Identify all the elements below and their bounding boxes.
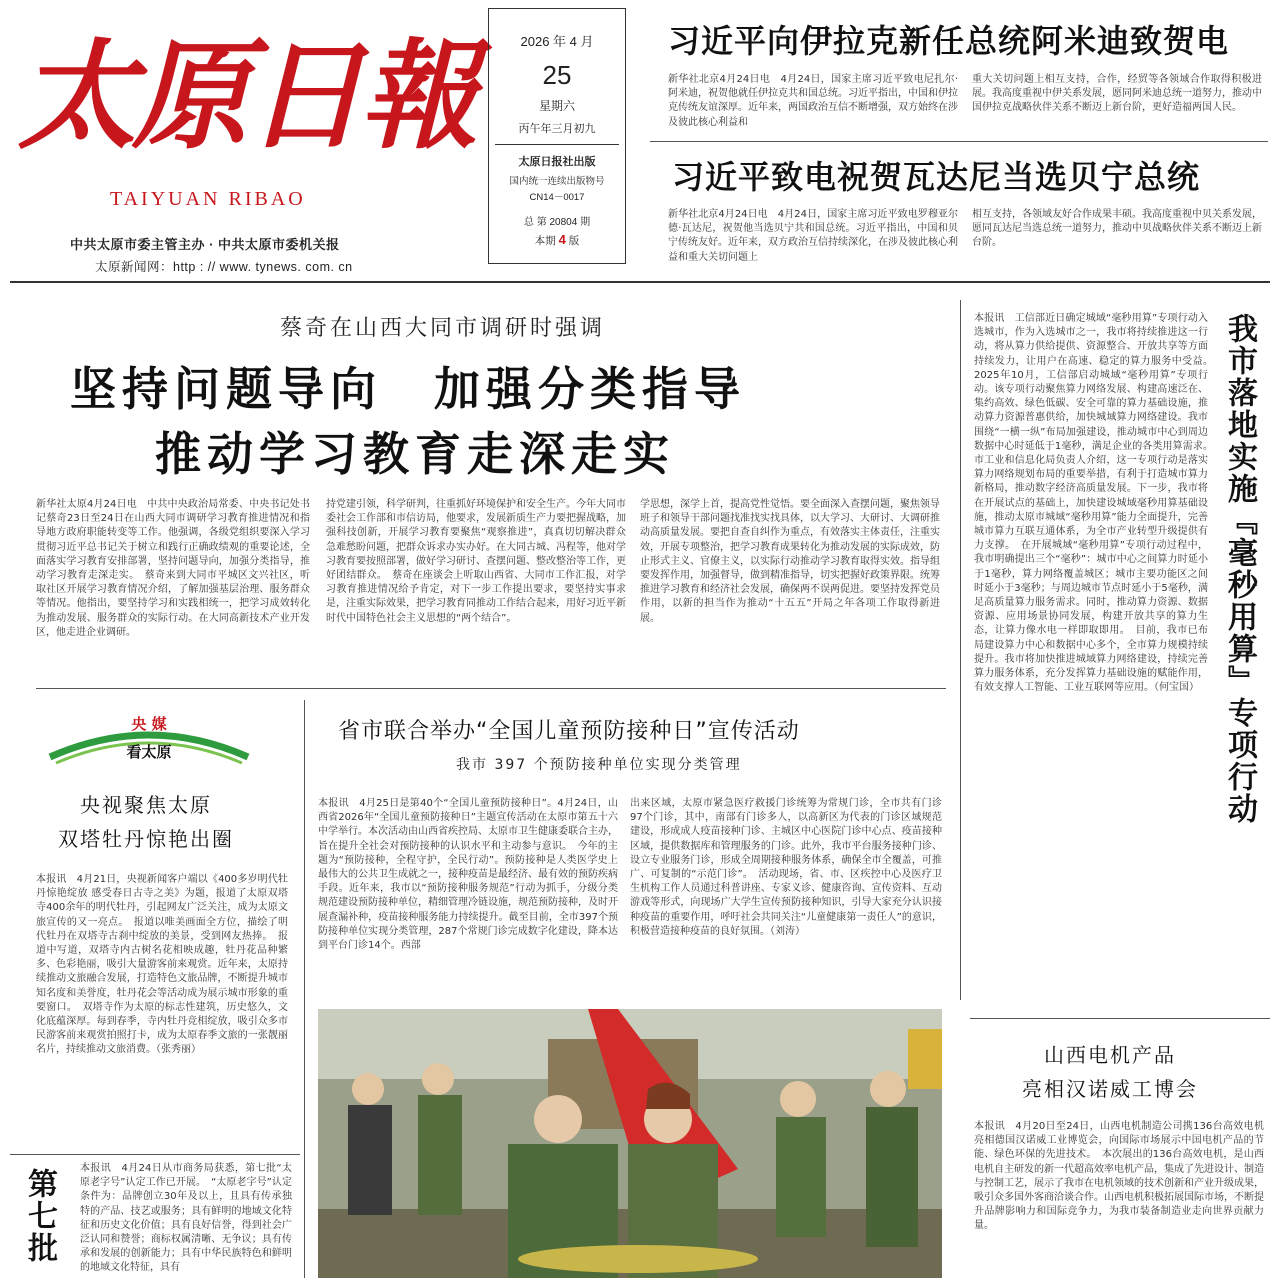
lead-col3: 学思想，深学上首，提高党性觉悟。要全面深入查摆问题，聚焦领导班子和领导干部问题找准找实找具体，以大学习、大研讨、大调研推动高质量发展。要把自查自纠作为重点，有效落实主体责任，注重实效，开展专项整治，把学习教育成果转化为推动发展的实际成效，防止形式主义、官僚主义，以实际行动推动学习教育取得实效。指导组要发挥作用，加强督导，做到精准指导，切实把握好政策界限。统筹推进学习教育和经济社会发展，确保两不误两促进。要坚持发挥党员作用，以新的担当作为推动“十五五”开局之年各项工作取得新进展。: [640, 499, 940, 624]
divider: [36, 688, 946, 689]
vaccine-subhead: 我市 397 个预防接种单位实现分类管理: [456, 757, 742, 773]
masthead-romanized: TAIYUAN RIBAO: [110, 188, 306, 210]
left-story-text: 本报讯 4月21日，央视新闻客户端以《400多岁明代牡丹惊艳绽放 感受春日古寺之美》为题，报道了太原双塔寺400余年的明代牡丹，引起网友广泛关注，成为太原文旅宣传的又一亮点。 报道以唯美画面全方位，描绘了明代牡丹在双塔寺古刹中绽放的美景，受到网友热捧。 报道中写道，双塔寺内古树名花相映成趣，牡丹花品种繁多、色彩艳丽，吸引大量游客前来观赏。近年来，太原持续推动文旅融合发展，打造特色文旅品牌，不断提升城市知名度和美誉度，牡丹花会等活动成为展示城市形象的重要窗口。 双塔寺作为太原的标志性建筑，历史悠久，文化底蕴深厚。每到春季，寺内牡丹竞相绽放，吸引众多市民游客前来观赏拍照打卡，成为太原春季文旅的一张靓丽名片，持续推动文旅消费。（张秀丽）: [36, 874, 288, 1056]
page-count: [489, 232, 625, 248]
top-story1-headline[interactable]: 习近平向伊拉克新任总统阿米迪致贺电: [668, 22, 1230, 60]
page-count-suffix: 版: [568, 235, 580, 247]
top-story1-col1: 新华社北京4月24日电 4月24日，国家主席习近平致电尼扎尔·阿米迪，祝贺他就任伊拉克共和国总统。习近平指出，中国和伊拉克传统友谊深厚。近年来，两国政治互信不断增强，双方始终在涉及彼此核心利益和: [668, 74, 958, 128]
bottom-left-text: 本报讯 4月24日从市商务局获悉，第七批“太原老字号”认定工作已开展。 “太原老字号”认定条件为：品牌创立30年及以上，且具有传承独特的产品、技艺或服务；具有鲜明的地域文化特征和历史文化价值；具有良好信誉，得到社会广泛认同和赞誉；商标权属清晰、无争议；具有传承和发展的创新能力；具有中华民族特色和鲜明的地域文化特征，具有: [80, 1163, 292, 1274]
publisher: 太原日报社出版: [518, 156, 596, 168]
divider: [650, 141, 1268, 142]
vaccine-col1: 本报讯 4月25日是第40个“全国儿童预防接种日”。4月24日，山西省2026年“全国儿童预防接种日”主题宣传活动在太原市第五十六中学举行。本次活动由山西省疾控局、太原市卫生健康委联合主办，旨在提升全社会对预防接种的认识水平和主动参与意识。 今年的主题为“预防接种，全程守护，全民行动”。预防接种是人类医学史上最伟大的公共卫生成就之一，接种疫苗是最经济、最有效的预防疾病手段。近年来，我市以“预防接种服务规范”行动为抓手，分级分类规范建设预防接种单位，精细管理冷链设施，规范预防接种，及时开展查漏补种，疫苗接种服务能力持续提升。截至目前，全市397个预防接种单位实现分类管理，287个常规门诊完成数字化建设，降本达到平台门诊14个。西部: [318, 798, 618, 952]
column-divider: [960, 300, 961, 1000]
bottom-right-headline-2[interactable]: 亮相汉诺威工博会: [1022, 1077, 1198, 1101]
lead-headline-2[interactable]: 推动学习教育走深走实: [155, 427, 675, 481]
badge-bottom: 看太原: [126, 743, 172, 761]
lead-col2: 持党建引领，科学研判，往重抓好环境保护和安全生产。今年大同市委社会工作部和市信访局，他要求，发展新质生产力要把握战略，加强科技创新，开展学习教育要聚焦“观察推进”，真真切切解决群众急难愁盼问题，把群众诉求办实办好。在大同古城、冯程等，他对学习教育要按照部署，做好学习研讨、查摆问题、整改整治等工作，更好团结群众。 蔡奇在座谈会上听取山西省、大同市工作汇报，对学习教育推进情况给予肯定，对下一步工作提出要求，要坚持实事求是，注重实际效果，把学习教育同推动工作结合起来，用好习近平新时代中国特色社会主义思想的“两个结合”。: [326, 499, 626, 624]
page-count-prefix: 本期: [534, 235, 556, 247]
lunar-date: 丙午年三月初九: [518, 123, 596, 135]
divider: [10, 1154, 300, 1155]
masthead-sponsor: 中共太原市委主管主办 · 中共太原市委机关报: [70, 237, 340, 252]
badge-top: 央 媒: [131, 715, 167, 733]
column-divider: [304, 700, 305, 1278]
vaccine-col2: 出来区域，太原市紧急医疗救援门诊统筹为常规门诊，全市共有门诊97个门诊，其中，南部有门诊多人，以高新区为代表的门诊区域规范建设，形成成人疫苗接种门诊、主城区中心医院门诊中心点、疫苗接种区域，提供数据库和管理服务的门诊。此外，我市平台服务接种门诊、设立专业服务门诊，形成全周期接种服务体系，确保全市全覆盖，可推广、可复制的“示范门诊”。 活动现场，省、市、区疾控中心及医疗卫生机构工作人员通过科普讲座、专家义诊、健康咨询、宣传资料、互动游戏等形式，向现场广大学生宣传预防接种知识，引导大家充分认识接种疫苗的重要作用，呼吁社会共同关注“儿童健康第一责任人”的意识，积极营造接种疫苗的良好氛围。（刘涛）: [630, 798, 942, 937]
side-story-text: 本报讯 工信部近日确定城域“毫秒用算”专项行动入选城市，作为入选城市之一，我市将持续推进这一行动，将从算力供给提供、资源整合、开放共享等方面持续发力，让用户在高速、稳定的算力服务中受益。 2025年10月，工信部启动城域“毫秒用算”专项行动。该专项行动聚焦算力网络发展、构建高速泛在、集约高效、绿色低碳、安全可靠的算力基础设施，推动算力资源普惠供给，加快城域算力网络建设。我市围绕“一横一纵”布局加强建设，推动城市中心到周边数据中心时延低于1毫秒，满足企业的各类用算需求。 市工业和信息化局负责人介绍，这一专项行动是落实算力网络规划布局的重要举措，有利于打造城市算力新格局，推动数字经济高质量发展。下一步，我市将在开展试点的基础上，加快建设城域毫秒用算基础设施，推动太原市城域“毫秒用算”能力全面提升，完善城市算力互联互通体系，为全市产业转型升级提供有力支撑。 在开展城域“毫秒用算”专项行动过程中，我市明确提出三个“毫秒”：城市中心之间算力时延小于1毫秒，算力网络覆盖城区；城市主要功能区之间时延小于3毫秒；与周边城市节点时延小于5毫秒，满足高质量算力服务需求。同时，推动算力资源、数据资源、应用场景协同发展，构建开放共享的算力生态，让算力像水电一样即取即用。 目前，我市已布局建设算力中心和数据中心多个，全市算力规模持续提升。我市将加快推进城域算力网络建设，持续完善算力服务体系，充分发挥算力基础设施的赋能作用，有效支撑人工智能、工业互联网等应用。（何宝国）: [974, 313, 1218, 694]
lead-col1: 新华社太原4月24日电 中共中央政治局常委、中央书记处书记蔡奇23日至24日在山西大同市调研学习教育推进情况和指导地方政府职能转变等工作。他强调，各级党组织要深入学习贯彻习近平总书记关于树立和践行正确政绩观的重要论述，全面落实学习教育安排部署，坚持问题导向，加强分类指导，推动学习教育走深走实。 蔡奇来到大同市平城区文兴社区，听取社区开展学习教育情况介绍，了解加强基层治理、服务群众等情况。他指出，要坚持学习和实践相统一，把学习成效转化为推动发展、服务群众的实际行动。在大同高新技术产业开发区，他走进企业调研。: [36, 499, 310, 638]
page-count-number: 4: [558, 232, 566, 247]
datebox-divider: [495, 144, 619, 145]
side-story-headline[interactable]: 我市落地实施『毫秒用算』专项行动: [1222, 313, 1257, 825]
divider: [970, 1018, 1270, 1019]
lead-headline-1[interactable]: 坚持问题导向 加强分类指导: [70, 362, 746, 416]
total-issue: 总 第 20804 期: [523, 217, 591, 228]
issue-weekday: 星期六: [538, 99, 575, 113]
masthead-logo: 太原日報: [18, 26, 475, 165]
news-photo[interactable]: [318, 1009, 942, 1278]
top-story2-col1: 新华社北京4月24日电 4月24日，国家主席习近平致电罗穆亚尔德·瓦达尼，祝贺他当选贝宁共和国总统。习近平指出，中国和贝宁传统友好。近年来，双方政治互信持续深化，在涉及彼此核心利益和重大关切问题上: [668, 209, 958, 263]
central-media-badge: [46, 713, 252, 771]
top-story2-col2: 相互支持，各领域友好合作成果丰硕。我高度重视中贝关系发展，愿同瓦达尼当选总统一道努力，推动中贝战略伙伴关系不断迈上新台阶。: [972, 209, 1262, 249]
left-story-headline-2[interactable]: 双塔牡丹惊艳出圈: [58, 827, 234, 851]
top-story1-col2: 重大关切问题上相互支持，合作，经贸等各领域合作取得积极进展。我高度重视中伊关系发展，愿同阿米迪总统一道努力，推动中国伊拉克战略伙伴关系不断迈上新台阶，更好造福两国人民。: [972, 74, 1262, 114]
top-story2-headline[interactable]: 习近平致电祝贺瓦达尼当选贝宁总统: [672, 158, 1201, 196]
bottom-right-text: 本报讯 4月20日至24日，山西电机制造公司携136台高效电机亮相德国汉诺威工业博览会，向国际市场展示中国电机产品的节能、绿色环保的先进技术。 本次展出的136台高效电机，是山西电机自主研发的新一代超高效率电机产品，集成了先进设计、制造与控制工艺，展示了我市在电机领域的技术创新和产业升级成果，吸引众多国外客商洽谈合作。山西电机积极拓展国际市场，不断提升品牌影响力和国际竞争力，为我市装备制造业走向世界贡献力量。: [974, 1121, 1264, 1232]
bottom-left-vertical-headline[interactable]: 第七批: [22, 1168, 57, 1264]
date-box: [488, 8, 626, 264]
issue-date: 2026 年 4 月: [520, 34, 594, 49]
masthead-rule: [10, 281, 1270, 283]
masthead-website[interactable]: 太原新闻网：http : // www. tynews. com. cn: [95, 260, 353, 274]
bottom-right-headline-1[interactable]: 山西电机产品: [1044, 1043, 1176, 1067]
lead-kicker: 蔡奇在山西大同市调研时强调: [280, 316, 606, 341]
cn-number: CN14－0017: [529, 192, 585, 203]
serial-label: 国内统一连续出版物号: [509, 176, 605, 187]
issue-day: 25: [542, 60, 572, 90]
left-story-headline-1[interactable]: 央视聚焦太原: [80, 793, 212, 817]
vaccine-headline[interactable]: 省市联合举办“全国儿童预防接种日”宣传活动: [338, 719, 800, 744]
photo-scene-icon: [318, 1009, 942, 1278]
